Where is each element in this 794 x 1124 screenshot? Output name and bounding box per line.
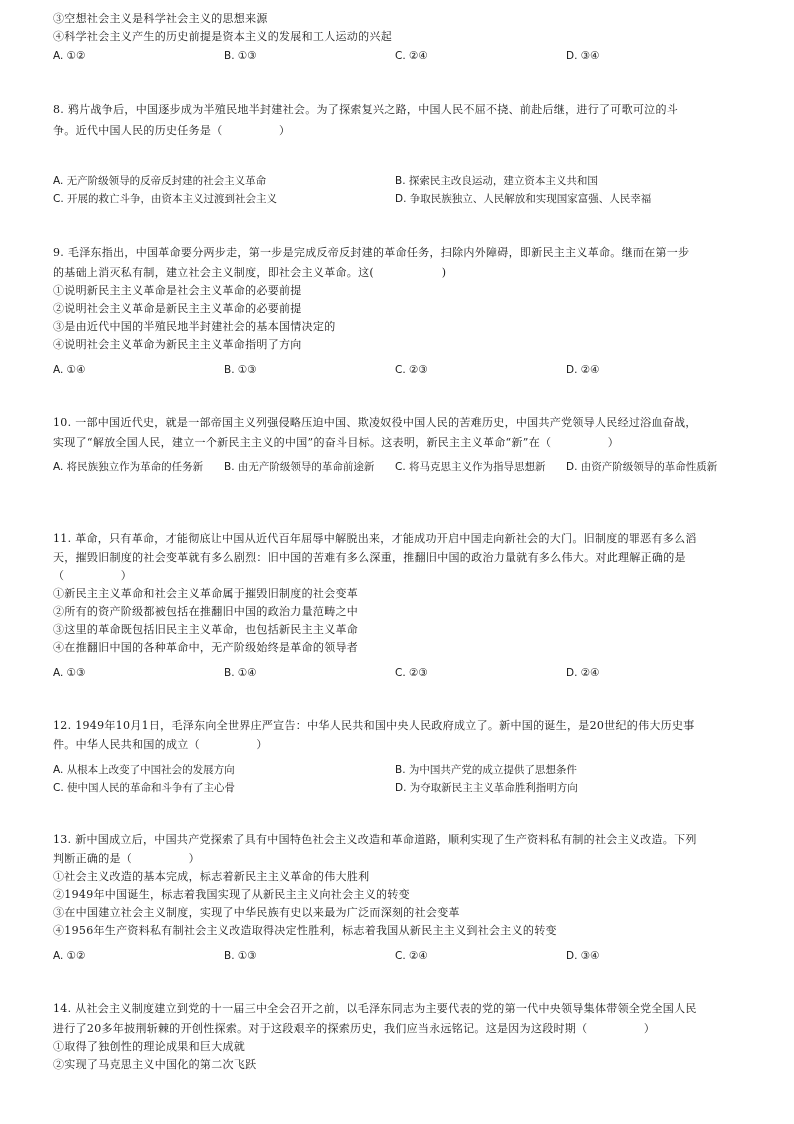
q10-stem-line1: 10. 一部中国近代史，就是一部帝国主义列强侵略压迫中国、欺凌奴役中国人民的苦难历史，中国共产党领导人民经过浴血奋战，: [53, 416, 697, 429]
q14-stem-line1: 14. 从社会主义制度建立到党的十一届三中全会召开之前，以毛泽东同志为主要代表的党的第一代中央领导集体带领全党全国人民: [53, 1002, 697, 1015]
q9-option-d[interactable]: D. ②④: [566, 364, 600, 376]
option-d[interactable]: D. ③④: [566, 50, 600, 62]
top-item-3: ③空想社会主义是科学社会主义的思想来源: [53, 12, 268, 25]
top-options: [53, 49, 753, 63]
q9-option-b[interactable]: B. ①③: [224, 364, 257, 376]
q14-stem-line2: 进行了20多年披荆斩棘的开创性探索。对于这段艰辛的探索历史，我们应当永远铭记。这是因为这段时期（ ）: [53, 1022, 656, 1035]
q11-item-1: ①新民主主义革命和社会主义革命属于摧毁旧制度的社会变革: [53, 587, 359, 600]
q8-option-a[interactable]: A. 无产阶级领导的反帝反封建的社会主义革命: [53, 175, 267, 187]
q11-options: [53, 666, 753, 680]
q13-option-d[interactable]: D. ③④: [566, 950, 600, 962]
q11-option-d[interactable]: D. ②④: [566, 667, 600, 679]
q10-options: [53, 459, 753, 493]
q10-option-b[interactable]: B. 由无产阶级领导的革命前途新: [224, 461, 375, 473]
q12-stem-line2: 件。中华人民共和国的成立（ ）: [53, 738, 268, 751]
q11-option-b[interactable]: B. ①④: [224, 667, 257, 679]
q8-option-d[interactable]: D. 争取民族独立、人民解放和实现国家富强、人民幸福: [395, 193, 652, 205]
q8-option-c[interactable]: C. 开展的救亡斗争，由资本主义过渡到社会主义: [53, 193, 278, 205]
q11-option-c[interactable]: C. ②③: [395, 667, 428, 679]
q13-item-2: ②1949年中国诞生，标志着我国实现了从新民主主义向社会主义的转变: [53, 888, 410, 901]
q13-stem-line2: 判断正确的是（ ）: [53, 852, 200, 865]
q12-options-row2: [53, 781, 753, 795]
q11-item-3: ③这里的革命既包括旧民主主义革命，也包括新民主主义革命: [53, 623, 359, 636]
q9-stem-line1: 9. 毛泽东指出，中国革命要分两步走，第一步是完成反帝反封建的革命任务，扫除内外障碍，即新民主主义革命。继而在第一步: [53, 246, 690, 259]
q9-stem-line2: 的基础上消灭私有制，建立社会主义制度，即社会主义革命。这( ): [53, 266, 447, 279]
q11-item-2: ②所有的资产阶级都被包括在推翻旧中国的政治力量范畴之中: [53, 605, 359, 618]
q13-option-b[interactable]: B. ①③: [224, 950, 257, 962]
option-a[interactable]: A. ①②: [53, 50, 86, 62]
option-b[interactable]: B. ①③: [224, 50, 257, 62]
top-item-4: ④科学社会主义产生的历史前提是资本主义的发展和工人运动的兴起: [53, 30, 392, 43]
q13-option-c[interactable]: C. ②④: [395, 950, 428, 962]
q12-stem-line1: 12. 1949年10月1日，毛泽东向全世界庄严宣告：中华人民共和国中央人民政府成立了。新中国的诞生，是20世纪的伟大历史事: [53, 719, 695, 732]
q8-stem-line1: 8. 鸦片战争后，中国逐步成为半殖民地半封建社会。为了探索复兴之路，中国人民不屈不挠、前赴后继，进行了可歌可泣的斗: [53, 103, 679, 116]
q8-options-row1: [53, 174, 753, 188]
q13-item-3: ③在中国建立社会主义制度，实现了中华民族有史以来最为广泛而深刻的社会变革: [53, 906, 460, 919]
q10-option-d[interactable]: D. 由资产阶级领导的革命性质新: [566, 461, 718, 473]
q8-stem-line2: 争。近代中国人民的历史任务是（ ）: [53, 124, 291, 137]
q11-stem-line3: （ ）: [53, 569, 133, 582]
q12-option-b[interactable]: B. 为中国共产党的成立提供了思想条件: [395, 764, 577, 776]
q13-option-a[interactable]: A. ①②: [53, 950, 86, 962]
q14-item-1: ①取得了独创性的理论成果和巨大成就: [53, 1040, 246, 1053]
q11-item-4: ④在推翻旧中国的各种革命中，无产阶级始终是革命的领导者: [53, 641, 359, 654]
q9-item-1: ①说明新民主主义革命是社会主义革命的必要前提: [53, 284, 302, 297]
q13-item-4: ④1956年生产资料私有制社会主义改造取得决定性胜利，标志着我国从新民主主义到社会主义的转变: [53, 924, 557, 937]
q12-option-c[interactable]: C. 使中国人民的革命和斗争有了主心骨: [53, 782, 236, 794]
q10-option-a[interactable]: A. 将民族独立作为革命的任务新: [53, 461, 204, 473]
q8-options-row2: [53, 192, 753, 206]
q12-option-a[interactable]: A. 从根本上改变了中国社会的发展方向: [53, 764, 235, 776]
q9-options: [53, 363, 753, 377]
q8-option-b[interactable]: B. 探索民主改良运动，建立资本主义共和国: [395, 175, 598, 187]
q10-option-c[interactable]: C. 将马克思主义作为指导思想新: [395, 461, 546, 473]
q11-stem-line2: 天，摧毁旧制度的社会变革就有多么剧烈：旧中国的苦难有多么深重，推翻旧中国的政治力量就有多么伟大。对此理解正确的是: [53, 551, 686, 564]
q12-options-row1: [53, 763, 753, 777]
q11-option-a[interactable]: A. ①③: [53, 667, 86, 679]
q13-options: [53, 949, 753, 963]
q9-item-4: ④说明社会主义革命为新民主主义革命指明了方向: [53, 338, 302, 351]
q9-option-c[interactable]: C. ②③: [395, 364, 428, 376]
q13-stem-line1: 13. 新中国成立后，中国共产党探索了具有中国特色社会主义改造和革命道路，顺利实现了生产资料私有制的社会主义改造。下列: [53, 833, 697, 846]
q12-option-d[interactable]: D. 为夺取新民主主义革命胜利指明方向: [395, 782, 578, 794]
q14-item-2: ②实现了马克思主义中国化的第二次飞跃: [53, 1058, 257, 1071]
q9-item-2: ②说明社会主义革命是新民主主义革命的必要前提: [53, 302, 302, 315]
q13-item-1: ①社会主义改造的基本完成，标志着新民主主义革命的伟大胜利: [53, 870, 370, 883]
q9-option-a[interactable]: A. ①④: [53, 364, 86, 376]
q9-item-3: ③是由近代中国的半殖民地半封建社会的基本国情决定的: [53, 320, 336, 333]
q10-stem-line2: 实现了“解放全国人民，建立一个新民主主义的中国”的奋斗目标。这表明，新民主主义革命“新”在（ ）: [53, 436, 620, 449]
option-c[interactable]: C. ②④: [395, 50, 428, 62]
q11-stem-line1: 11. 革命，只有革命，才能彻底让中国从近代百年屈辱中解脱出来，才能成功开启中国走向新社会的大门。旧制度的罪恶有多么滔: [53, 532, 697, 545]
